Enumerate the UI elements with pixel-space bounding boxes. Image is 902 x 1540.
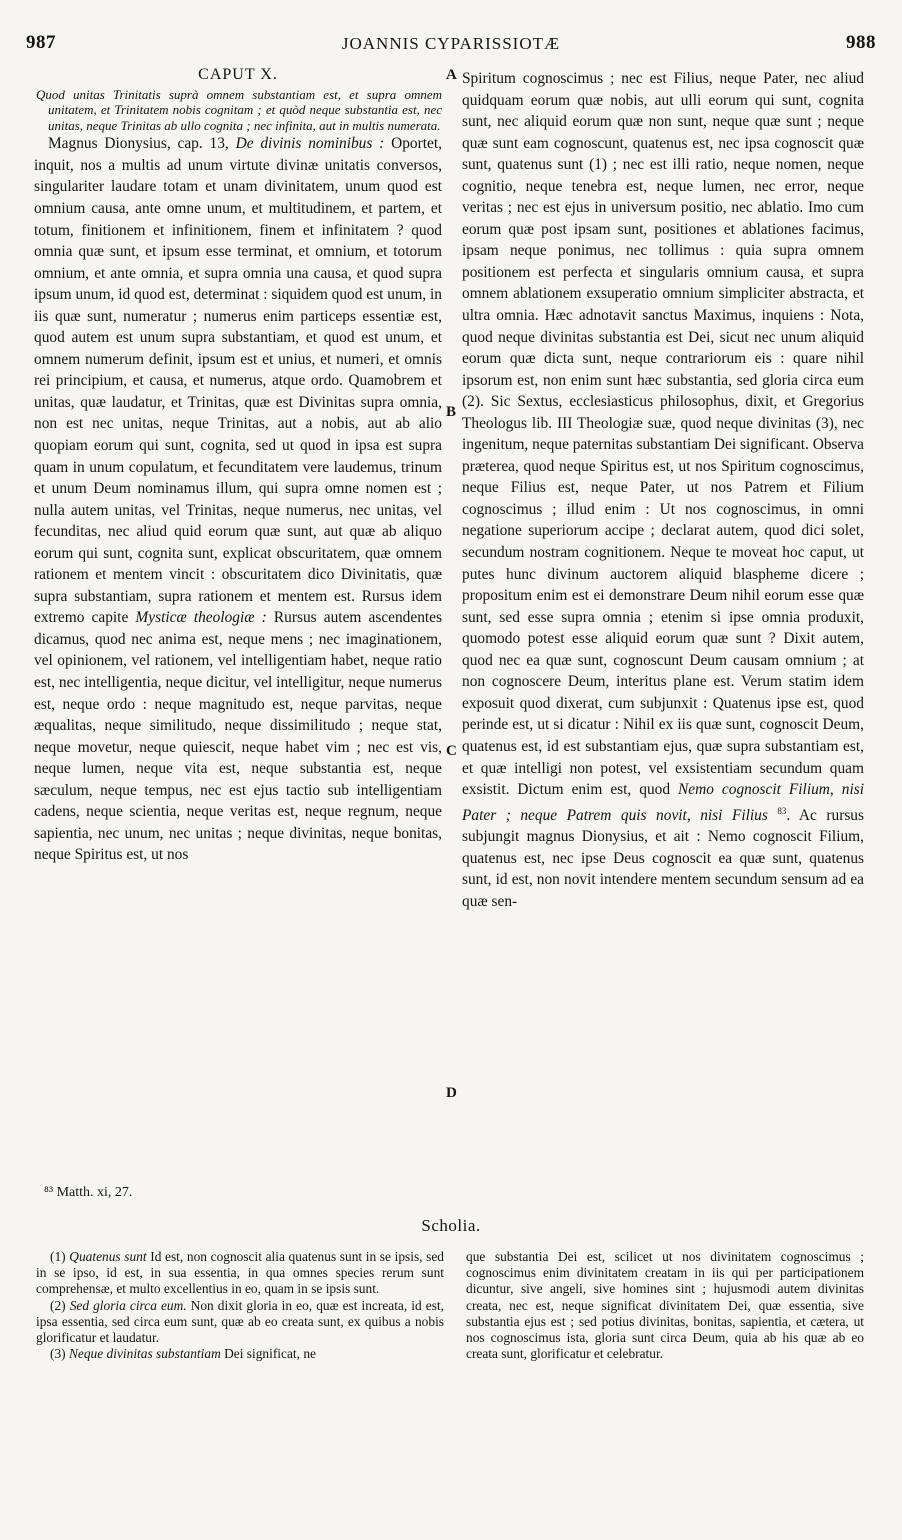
scholion-3-start: [36, 1346, 444, 1362]
margin-marker-d: D: [446, 1085, 457, 1101]
scholion-text: Id est, non cognoscit alia quatenus sunt in se ipsis, sed in se ipso, id est, in sua essentia, in qua omnes species rerum sunt comprehensæ, et multo excellentius in eo, quam in se ipsis sunt.: [36, 1249, 445, 1297]
scripture-quote: Nemo cognoscit Filium, nisi Pater ; neque Patrem quis novit, nisi Filius: [462, 781, 864, 824]
scholion-number: (1): [50, 1249, 66, 1264]
scholion-1: [36, 1249, 444, 1298]
citation-source: Magnus Dionysius, cap. 13,: [48, 135, 229, 153]
scholia-left-column: [36, 1249, 444, 1362]
left-column: [34, 64, 442, 866]
footnote-ref: 83: [777, 805, 787, 816]
body-text-end: . Ac rursus subjungit magnus Dionysius, et ait : Nemo cognoscit Filium, quatenus est, nec ipse Deus cognoscit ea quæ sunt, quatenus sunt, id est, non novit intendere mentem secundum sensum ad ea quæ sen-: [462, 806, 864, 910]
scholion-number: (3): [50, 1346, 66, 1362]
page-number-left: 987: [26, 32, 56, 53]
running-title: JOANNIS CYPARISSIOTÆ: [341, 34, 561, 53]
body-text-continued: Rursus autem ascendentes dicamus, quod nec anima est, neque mens ; nec imaginationem, vel opinionem, vel rationem, vel intelligentiam habet, neque ratio est, nec intelligentia, neque dicitur, vel intelligitur, neque numerus est, neque ordo : neque magnitudo est, neque parvitas, neque æqualitas, neque similitudo, neque dissimilitudo ; neque stat, neque movetur, neque quiescit, neque habet vim ; nec est vis, neque lumen, neque vita est, neque substantia est, neque sæculum, neque tempus, nec est ejus tactio sub intelligentiam cadens, neque scientia, neque veritas est, neque regnum, neque sapientia, nec unum, nec unitas ; neque divinitas, neque bonitas, neque Spiritus est, ut nos: [34, 609, 442, 864]
body-text: Oportet, inquit, nos a multis ad unum virtute divinæ unitatis conversos, singulariter laudare totam et unam divinitatem, unum quod est omnium causa, ante omne unum, et multitudinem, et partem, et totum, finitionem et infinitionem, finem et infinitatem ? quod omnia quæ sunt, et ipsum esse terminat, et omnium, et totorum omnium, et ante omnia, et supra omnia una causa, et quod supra ipsum unum, id quod est, determinat : siquidem quod est unum, in iis quæ sunt, numeratur ; numerus enim particeps essentiæ est, quod autem est unum supra substantiam, et quod est unum, et omnem numerum definit, ipsum est et unius, et numeri, et omnis rei principium, et causa, et numerus, atque ordo. Quamobrem et unitas, quæ laudatur, et Trinitas, quæ est Divinitas supra omnia, non est nec unitas, neque Trinitas, aut a nobis, aut ab alio quopiam eorum qui sunt, cognita, sed ut quod in ipsa est supra quam in unum copulatum, et fecunditatem vere laudemus, trinum et unum Deum nominamus illum, qui supra omne nomen est ; nulla autem unitas, vel Trinitas, neque numerus, nec unitas, vel fecunditas, nec aliud quid eorum quæ sunt, aut quæ ab aliquo eorum qui sunt, cognita sunt, explicat obscuritatem, quæ omnem rationem et mentem vincit : obscuritatem dico Divinitatis, quæ supra substantiam, supra rationem et mentem est. Rursus idem extremo capite: [34, 135, 442, 627]
chapter-summary: Quod unitas Trinitatis suprà omnem substantiam est, et supra omnem unitatem, et Trinitatem nobis cognitam ; et quòd neque substantia est, nec unitas, neque Trinitas ab ullo cognita ; nec infinita, aut in multis numerata.: [36, 86, 442, 133]
scholion-number: (2): [50, 1297, 66, 1313]
scholia-right-column: [466, 1249, 864, 1362]
scholia-heading: Scholia.: [421, 1216, 481, 1235]
scholion-lemma: Sed gloria circa eum.: [69, 1297, 187, 1313]
work-title-mystica: Mysticæ theologiæ :: [135, 609, 267, 627]
scholion-lemma: Quatenus sunt: [69, 1249, 147, 1264]
scholion-3-continued: que substantia Dei est, scilicet ut nos divinitatem cognoscimus ; cognoscimus enim divinitatem creatam in iis qui per participationem dicuntur, sive angeli, sive homines sint ; hujusmodi autem divinitas creata, nec est, neque significat divinitatem Dei, quæ essentia, sive substantia ejus est ; sed potius divinitas, bonitas, sapientia, et cætera, ut nos cognoscimus ista, gloria sunt circa Deum, quia ab his quæ ab eo creata sunt, glorificatur et celebratur.: [466, 1249, 864, 1362]
scholion-text: Dei significat, ne: [224, 1346, 316, 1362]
body-text: Spiritum cognoscimus ; nec est Filius, neque Pater, nec aliud quidquam eorum quæ nobis, aut ulli eorum qui sunt, cognita sunt, nec aliquid eorum quæ non sunt, neque quæ sunt ; neque quæ sunt eam cognoscunt, quatenus est, nec ipsa cognoscit quæ sunt, quatenus sunt (1) ; nec est illi ratio, neque nomen, neque cognitio, neque tenebra est, neque lumen, nec error, neque veritas ; nec est ejus in universum positio, nec ablatio. Imo cum eorum quæ post ipsam sunt, positiones et ablationes facimus, ipsam neque ponimus, nec tollimus : quia supra omnem positionem est perfecta et singularis omnium causa, et supra omnem ablationem exsuperatio omnium simpliciter abstracta, et ultra omnia. Hæc adnotavit sanctus Maximus, inquiens : Nota, quod neque divinitas substantia est Dei, sicut nec unum aliquid eorum quæ dicta sunt, neque contrariorum eis : quare nihil ipsorum est, non enim sunt hæc substantia, sed gloria circa eum (2). Sic Sextus, ecclesiasticus philosophus, dixit, et Gregorius Theologus lib. III Theologiæ suæ, quod neque divinitas (3), nec ingenitum, neque paternitas substantiam Dei significant. Observa præterea, quod neque Spiritus est, ut nos Spiritum cognoscimus, neque Filius est, neque Pater, ut nos Patrem et Filium cognoscimus ; illud enim : Ut nos cognoscimus, in omni negatione superiorum accipe ; declarat autem, quod dici solet, secundum nostram cognitionem. Neque te moveat hoc caput, ut putes hunc divinum auctorem aliquid blaspheme dicere ; propositum enim est ei demonstrare Deum nihil eorum esse quæ sunt, sed esse supra omnia ; etenim si ipse omnia produxit, quomodo potest esse aliquid eorum quæ sunt ? Dixit autem, quod nec ea quæ sunt, cognoscunt Deum causam omnium ; at non cognoscere Deum, interitus plane est. Verum statim idem exposuit quod dixerat, cum subjunxit : Quatenus ipse est, quod perinde est, ut si dicatur : Nihil ex iis quæ sunt, cognoscit Deum, quatenus est, id est substantiam ejus, quæ supra substantiam est, et quæ intelligi non potest, vel exsistentiam secundum quam exsistit. Dictum enim est, quod: [462, 70, 864, 799]
page-number-right: 988: [846, 32, 876, 53]
left-body-paragraph: [34, 133, 442, 866]
chapter-heading: CAPUT X.: [198, 66, 278, 83]
margin-marker-c: C: [446, 743, 457, 759]
scholion-2: [36, 1298, 444, 1347]
right-column: [462, 68, 864, 912]
footnote: ⁸³ Matth. xi, 27.: [44, 1185, 133, 1200]
work-title: De divinis nominibus :: [235, 135, 385, 153]
margin-marker-b: B: [446, 404, 457, 420]
scholion-text: Non dixit gloria in eo, quæ est increata, id est, ipsa essentia, sed circa eum sunt, quæ ab eo creata sunt, ex quibus a nobis glorificatur et laudatur.: [36, 1297, 444, 1346]
right-body-paragraph: [462, 68, 864, 912]
margin-marker-a: A: [446, 67, 457, 83]
scholion-lemma: Neque divinitas substantiam: [68, 1346, 221, 1362]
running-header: [26, 32, 876, 58]
